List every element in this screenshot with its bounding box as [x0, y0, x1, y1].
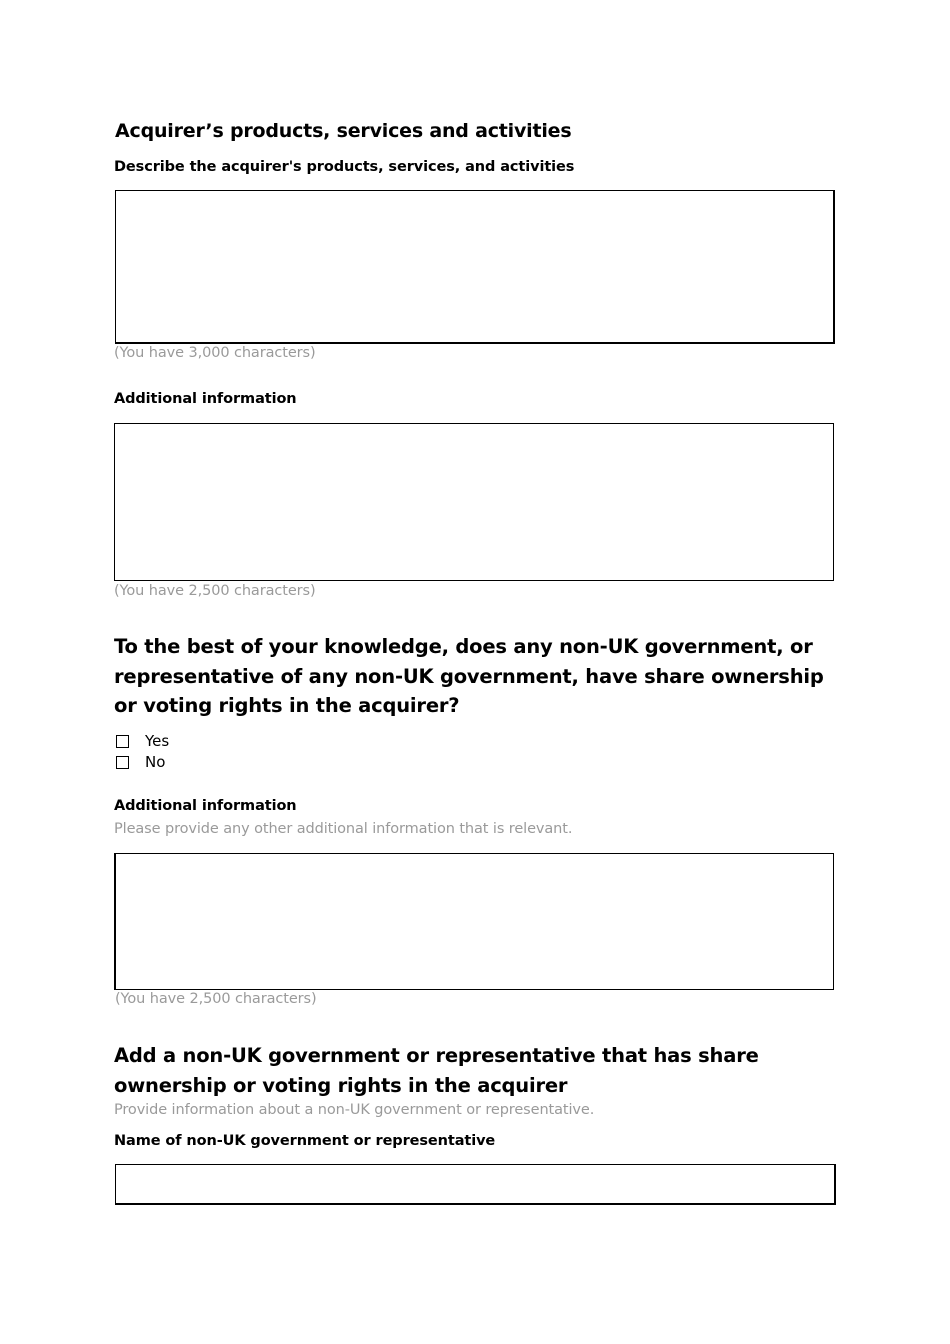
- question-additional-information-char-counter: (You have 2,500 characters): [115, 991, 317, 1007]
- question-additional-information-label: Additional information: [114, 798, 297, 814]
- checkbox-yes[interactable]: [116, 735, 129, 748]
- government-ownership-question: To the best of your knowledge, does any non-UK government, or representative of any non-UK government, have share ownership or voting rights in the acquirer?: [114, 635, 824, 717]
- option-no-label: No: [145, 753, 166, 771]
- additional-information-char-counter: (You have 2,500 characters): [114, 583, 316, 599]
- additional-information-textarea[interactable]: [114, 423, 834, 581]
- option-yes[interactable]: [116, 732, 169, 750]
- option-no[interactable]: [116, 753, 165, 771]
- government-name-label: Name of non-UK government or representative: [114, 1133, 496, 1149]
- describe-activities-textarea[interactable]: [115, 190, 835, 344]
- government-name-input[interactable]: [115, 1164, 836, 1205]
- option-yes-label: Yes: [145, 732, 170, 750]
- describe-activities-label: Describe the acquirer's products, services, and activities: [114, 159, 575, 175]
- question-additional-information-textarea[interactable]: [114, 853, 834, 990]
- checkbox-no[interactable]: [116, 756, 129, 769]
- add-government-title: Add a non-UK government or representative that has share ownership or voting rights in the acquirer: [114, 1044, 759, 1097]
- section-title-acquirer-products: Acquirer’s products, services and activities: [115, 120, 572, 142]
- question-additional-information-hint: Please provide any other additional information that is relevant.: [114, 821, 573, 837]
- add-government-hint: Provide information about a non-UK government or representative.: [114, 1102, 595, 1118]
- additional-information-label: Additional information: [114, 391, 297, 407]
- describe-activities-char-counter: (You have 3,000 characters): [114, 345, 316, 361]
